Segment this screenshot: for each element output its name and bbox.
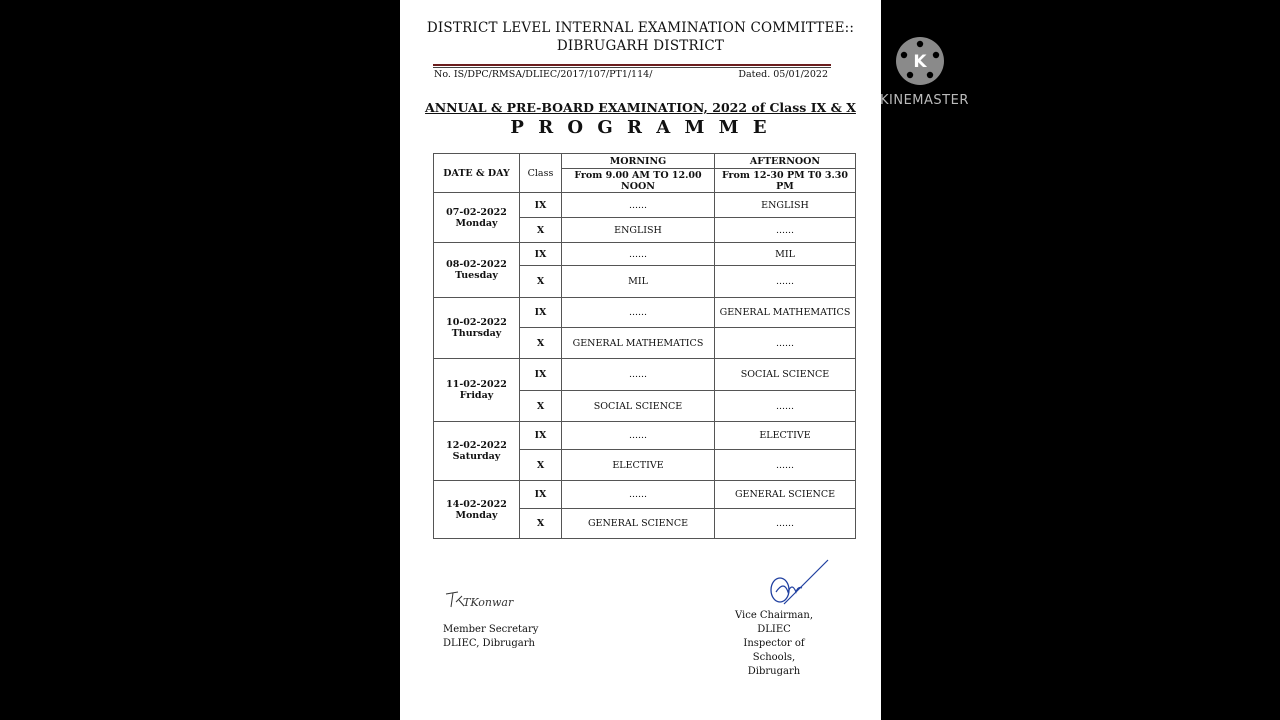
class-cell: X (520, 450, 562, 481)
kinemaster-logo-letter: K (913, 52, 927, 72)
afternoon-subject-cell: ...... (715, 218, 856, 243)
member-secretary-signature (444, 588, 514, 610)
morning-subject-cell: MIL (562, 266, 715, 298)
morning-subject-cell: ...... (562, 422, 715, 450)
class-cell: X (520, 328, 562, 359)
kinemaster-text: KINEMASTER (880, 93, 969, 108)
morning-subject-cell: ...... (562, 359, 715, 391)
class-cell: X (520, 509, 562, 539)
exam-date: 10-02-2022 (446, 317, 507, 328)
member-secretary-caption (443, 623, 538, 651)
caption-line: Dibrugarh (747, 666, 801, 677)
exam-day: Monday (455, 217, 498, 229)
exam-schedule-table (433, 153, 856, 539)
caption-line: Vice Chairman, DLIEC (734, 610, 814, 635)
exam-day: Saturday (452, 451, 501, 462)
morning-subject-cell: ELECTIVE (562, 450, 715, 481)
date-day-cell (434, 298, 520, 359)
afternoon-subject-cell: GENERAL SCIENCE (715, 481, 856, 509)
class-cell: IX (520, 243, 562, 266)
kinemaster-logo-icon (895, 36, 945, 86)
morning-subject-cell: ...... (562, 298, 715, 328)
morning-subject-cell: ENGLISH (562, 218, 715, 243)
afternoon-subject-cell: ELECTIVE (715, 422, 856, 450)
reference-number: No. IS/DPC/RMSA/DLIEC/2017/107/PT1/114/ (434, 69, 653, 80)
issue-date: Dated. 05/01/2022 (738, 69, 828, 80)
header-morning-time: From 9.00 AM TO 12.00 NOON (562, 169, 715, 193)
afternoon-subject-cell: ...... (715, 266, 856, 298)
exam-date: 08-02-2022 (446, 259, 507, 270)
exam-date: 07-02-2022 (446, 206, 507, 218)
class-cell: IX (520, 193, 562, 218)
schedule-row (434, 359, 856, 391)
morning-subject-cell: SOCIAL SCIENCE (562, 391, 715, 422)
schedule-row (434, 298, 856, 328)
class-cell: IX (520, 359, 562, 391)
kinemaster-watermark (880, 36, 969, 111)
afternoon-subject-cell: ...... (715, 328, 856, 359)
class-cell: IX (520, 481, 562, 509)
header-line-2: DIBRUGARH DISTRICT (556, 38, 725, 54)
exam-date: 14-02-2022 (446, 498, 507, 510)
header-afternoon: AFTERNOON (715, 154, 856, 169)
document-title: ANNUAL & PRE-BOARD EXAMINATION, 2022 of Class IX & X (425, 100, 856, 115)
caption-line: Inspector of Schools, (743, 638, 805, 663)
afternoon-subject-cell: GENERAL MATHEMATICS (715, 298, 856, 328)
exam-day: Friday (459, 390, 494, 401)
header-rule (433, 64, 831, 66)
afternoon-subject-cell: ENGLISH (715, 193, 856, 218)
schedule-row (434, 193, 856, 218)
morning-subject-cell: GENERAL MATHEMATICS (562, 328, 715, 359)
class-cell: X (520, 391, 562, 422)
exam-date: 12-02-2022 (446, 440, 507, 451)
date-day-cell (434, 193, 520, 243)
header-rule-thin (433, 67, 831, 68)
afternoon-subject-cell: MIL (715, 243, 856, 266)
class-cell: IX (520, 298, 562, 328)
date-day-cell (434, 422, 520, 481)
schedule-row (434, 243, 856, 266)
class-cell: IX (520, 422, 562, 450)
programme-heading: P R O G R A M M E (510, 117, 771, 138)
date-day-cell (434, 359, 520, 422)
header-line-1: DISTRICT LEVEL INTERNAL EXAMINATION COMMITTEE:: (426, 20, 855, 36)
exam-day: Tuesday (455, 270, 498, 281)
exam-date: 11-02-2022 (446, 379, 507, 390)
signature-text: TKonwar (463, 596, 514, 609)
date-day-cell (434, 243, 520, 298)
exam-day: Monday (455, 509, 498, 521)
date-day-cell (434, 481, 520, 539)
morning-subject-cell: ...... (562, 243, 715, 266)
schedule-row (434, 481, 856, 509)
afternoon-subject-cell: ...... (715, 450, 856, 481)
vice-chairman-signature-icon (764, 558, 832, 608)
morning-subject-cell: GENERAL SCIENCE (562, 509, 715, 539)
afternoon-subject-cell: ...... (715, 391, 856, 422)
header-class: Class (520, 154, 562, 193)
header-morning: MORNING (562, 154, 715, 169)
schedule-row (434, 422, 856, 450)
vice-chairman-caption (722, 609, 826, 679)
class-cell: X (520, 266, 562, 298)
header-date-day: DATE & DAY (434, 154, 520, 193)
caption-line: DLIEC, Dibrugarh (443, 638, 535, 649)
caption-line: Member Secretary (443, 624, 539, 635)
morning-subject-cell: ...... (562, 193, 715, 218)
afternoon-subject-cell: SOCIAL SCIENCE (715, 359, 856, 391)
exam-day: Thursday (451, 328, 502, 339)
class-cell: X (520, 218, 562, 243)
document-page (400, 0, 881, 720)
morning-subject-cell: ...... (562, 481, 715, 509)
header-afternoon-time: From 12-30 PM T0 3.30 PM (715, 169, 856, 193)
afternoon-subject-cell: ...... (715, 509, 856, 539)
